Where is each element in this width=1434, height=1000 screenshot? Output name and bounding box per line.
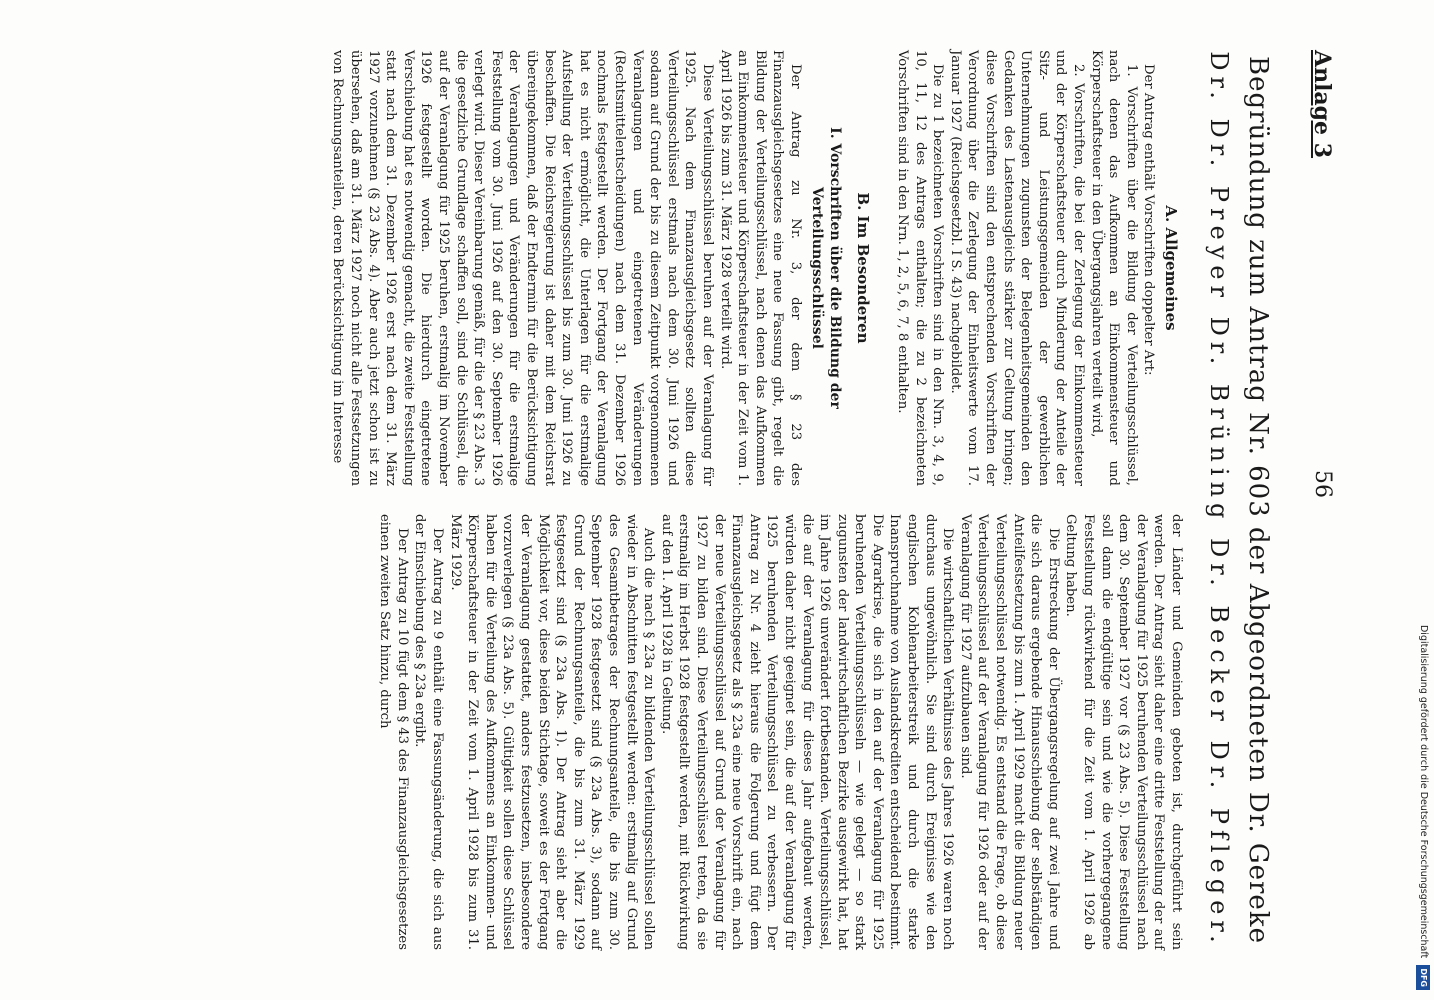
paragraph: Diese Verteilungsschlüssel beruhen auf der Veranlagung für 1925. Nach dem Finanzausgleichsgesetz sollten diese Verteilungsschlüssel erstmals nach dem 30. Juni 1926 und sodann auf Grund der bis zu diesem Zeitpunkt vorgenommenen Veranlagungen und eingetretenen Veränderungen (Rechtsmittelentscheidungen) nach dem 31. Dezember 1926 nochmals festgestellt werden. Der Fortgang der Veranlagung hat es nicht ermöglicht, die Unterlagen für die erstmalige Aufstellung der Verteilungsschlüssel bis zum 30. Juni 1926 zu beschaffen. Die Reichsregierung ist daher mit dem Reichsrat übereingekommen, daß der Endtermin für die Berücksichtigung der Veranlagungen und Veränderungen für die erstmalige Feststellung vom 30. Juni 1926 auf den 30. September 1926 verlegt wird. Dieser Vereinbarung gemäß, für die der § 23 Abs. 3 die gesetzliche Grundlage schaffen soll, sind die Schlüssel, die auf der Veranlagung für 1925 beruhen, erstmalig im November 1926 festgestellt worden. Die hierdurch eingetretene Verschiebung hat es notwendig gemacht, die zweite Feststellung statt nach dem 31. Dezember 1926 erst nach dem 31. März 1927 vorzunehmen (§ 23 Abs. 4). Aber auch jetzt schon ist zu übersehen, daß am 31. März 1927 noch nicht alle Festsetzungen von Rechnungsanteilen, deren Berücksichtigung im Interesse xyxy=(330,50,715,486)
document-subtitle: Dr. Dr. Preyer Dr. Brüning Dr. Becker Dr. Pfleger. xyxy=(1205,51,1233,949)
paragraph: Die Erstreckung der Übergangsregelung auf zwei Jahre und die sich daraus ergebende Hinausschiebung der selbständigen Anteilfestsetzung bis zum 1. April 1929 macht die Bildung neuer Verteilungsschlüssel notwendig. Es entstand die Frage, ob diese Verteilungsschlüssel auf der Veranlagung für 1926 oder auf der Veranlagung für 1927 aufzubauen sind. xyxy=(957,514,1061,950)
paragraph: Der Antrag zu 9 enthält eine Fassungsänderung, die sich aus der Einschiebung des § 23a ergibt. xyxy=(412,514,446,950)
document-title: Begründung zum Antrag Nr. 603 der Abgeordneten Dr. Gereke xyxy=(1243,56,1273,944)
left-column xyxy=(329,50,1185,486)
text-columns xyxy=(329,50,1185,950)
paragraph: Die zu 1 bezeichneten Vorschriften sind in den Nrn. 3, 4, 9, 10, 11, 12 des Antrags enthalten; die zu 2 bezeichneten Vorschriften sind in den Nrn. 1, 2, 5, 6, 7, 8 enthalten. xyxy=(895,50,946,486)
paragraph: 2. Vorschriften, die bei der Zerlegung der Einkommensteuer und der Körperschaftsteuer durch Minderung der Anteile der Sitz- und Leistungsgemeinden der gewerblichen Unternehmungen zugunsten der Belegenheitsgemeinden den Gedanken des Lastenausgleichs stärker zur Geltung bringen; diese Vorschriften sind den entsprechenden Vorschriften der Verordnung über die Zerlegung der Einheitswerte vom 17. Januar 1927 (Reichsgesetzbl. I S. 43) nachgebildet. xyxy=(947,50,1087,486)
credit-text: Digitalisierung gefördert durch die Deutsche Forschungsgemeinschaft xyxy=(1418,624,1429,959)
page-header xyxy=(1285,50,1335,950)
annex-label: Anlage 3 xyxy=(1309,50,1335,159)
paragraph: Der Antrag enthält Vorschriften doppelter Art: xyxy=(1141,64,1157,376)
subsection-heading: I. Vorschriften über die Bildung der Verteilungsschlüssel xyxy=(808,127,843,409)
right-column xyxy=(329,514,1185,950)
paragraph: Auch die nach § 23a zu bildenden Verteilungsschlüssel sollen wieder in Abschnitten festgestellt werden: erstmalig auf Grund des Gesamtbetrages der Rechnungsanteile, die bis zum 30. September 1928 festgesetzt sind (§ 23a Abs. 3), sodann auf Grund der Rechnungsanteile, die bis zum 31. März 1929 festgesetzt sind (§ 23a Abs. 1). Der Antrag sieht aber die Möglichkeit vor, diese beiden Stichtage, soweit es der Fortgang der Veranlagung gestattet, anders festzusetzen, insbesondere vorzuverlegen (§ 23a Abs. 5). Gültigkeit sollen diese Schlüssel haben für die Verteilung des Aufkommens an Einkommen- und Körperschaftsteuer in der Zeit vom 1. April 1928 bis zum 31. März 1929. xyxy=(447,514,657,950)
section-heading-b: B. Im Besonderen xyxy=(854,192,873,344)
paragraph: Die wirtschaftlichen Verhältnisse des Jahres 1926 waren noch durchaus ungewöhnlich. Sie sind durch Ereignisse wie den englischen Kohlenarbeiterstreik und durch die starke Inanspruchnahme von Auslandskrediten entscheidend bestimmt. Die Agrarkrise, die sich in den auf der Veranlagung für 1925 beruhenden Verteilungsschlüsseln — wie gelegt — so stark zugunsten der landwirtschaftlichen Bezirke ausgewirkt hat, hat im Jahre 1926 unverändert fortbestanden. Verteilungsschlüssel, die auf der Veranlagung für dieses Jahr aufgebaut werden, würden daher nicht geeignet sein, die auf der Veranlagung für 1925 beruhenden Verteilungsschlüssel zu verbessern. Der Antrag zu Nr. 4 zieht hieraus die Folgerung und fügt dem Finanzausgleichsgesetz als § 23a eine neue Vorschrift ein, nach der neue Verteilungsschlüssel auf Grund der Veranlagung für 1927 zu bilden sind. Diese Verteilungsschlüssel treten, da sie erstmalig im Herbst 1928 festgestellt werden, mit Rückwirkung auf den 1. April 1928 in Geltung. xyxy=(658,514,956,950)
section-heading-a: A. Allgemeines xyxy=(1162,205,1180,331)
page-number: 56 xyxy=(1310,470,1335,498)
paragraph: der Länder und Gemeinden geboten ist, durchgeführt sein werden. Der Antrag sieht daher eine dritte Feststellung der auf der Veranlagung für 1925 beruhenden Verteilungsschlüssel nach dem 30. September 1927 vor (§ 23 Abs. 5). Diese Feststellung soll dann die endgültige sein und wie die vorhergegangene Feststellung rückwirkend für die Zeit vom 1. April 1926 ab Geltung haben. xyxy=(1063,514,1184,950)
dfg-logo: DFG xyxy=(1416,965,1430,990)
digitization-credit xyxy=(1416,10,1430,990)
paragraph: Der Antrag zu Nr. 3, der dem § 23 des Finanzausgleichsgesetzes eine neue Fassung gibt, regelt die Bildung der Verteilungsschlüssel, nach denen das Aufkommen an Einkommensteuer und Körperschaftsteuer in der Zeit vom 1. April 1926 bis zum 31. März 1928 verteilt wird. xyxy=(717,50,803,486)
paragraph: 1. Vorschriften über die Bildung der Verteilungsschlüssel, nach denen das Aufkommen an Einkommensteuer und Körperschaftsteuer in den Übergangsjahren verteilt wird, xyxy=(1088,50,1139,486)
paragraph: Der Antrag zu 10 fügt dem § 43 des Finanzausgleichsgesetzes einen zweiten Satz hinzu, durch xyxy=(377,514,410,950)
rotated-document xyxy=(95,20,1355,980)
